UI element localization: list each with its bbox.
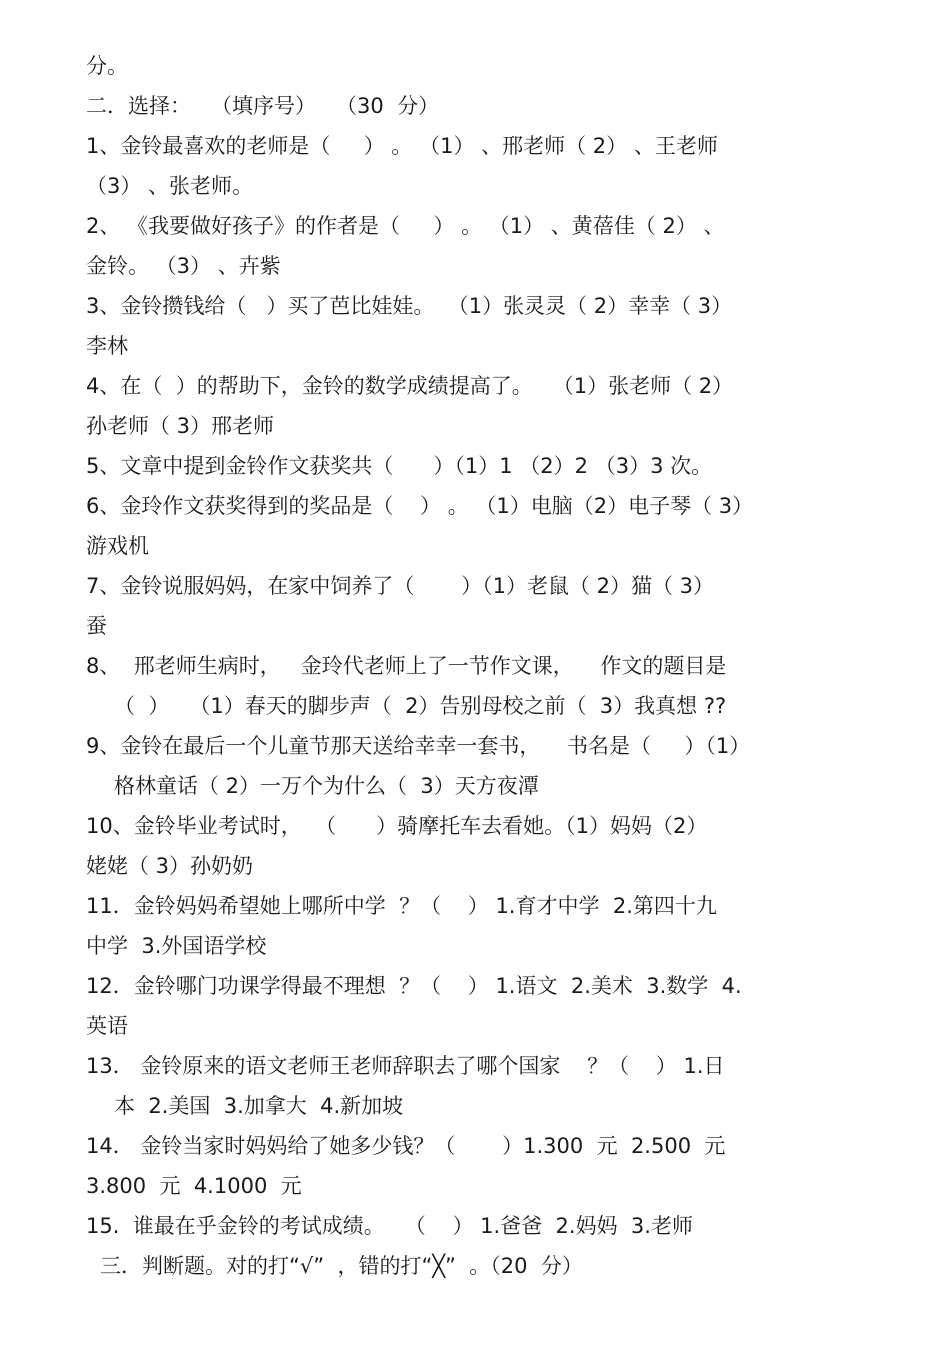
section-heading: 三．判断题。对的打“√” ，错的打“╳” 。（20 分） bbox=[100, 1254, 583, 1278]
question-line: 7、金铃说服妈妈，在家中饲养了（ ）（1）老鼠（ 2）猫（ 3） bbox=[86, 574, 715, 598]
question-line: 15. 谁最在乎金铃的考试成绩。 （ ） 1.爸爸 2.妈妈 3.老师 bbox=[86, 1214, 693, 1238]
question-line: 3.800 元 4.1000 元 bbox=[86, 1174, 302, 1198]
question-line: 10、金铃毕业考试时， （ ）骑摩托车去看她。（1）妈妈（2） bbox=[86, 814, 708, 838]
question-line: 中学 3.外国语学校 bbox=[86, 934, 267, 958]
question-line: 2、 《我要做好孩子》的作者是（ ） 。 （1） 、黄蓓佳（ 2） 、 bbox=[86, 214, 725, 238]
question-line: 3、金铃攒钱给（ ）买了芭比娃娃。 （1）张灵灵（ 2）幸幸（ 3） bbox=[86, 294, 733, 318]
question-line: 6、金玲作文获奖得到的奖品是（ ） 。 （1）电脑（2）电子琴（ 3） bbox=[86, 494, 754, 518]
question-line: （3） 、张老师。 bbox=[86, 174, 254, 198]
question-line: （ ） （1）春天的脚步声（ 2）告别母校之前（ 3）我真想 ?? bbox=[114, 694, 727, 718]
question-line: 游戏机 bbox=[86, 534, 149, 558]
question-line: 姥姥（ 3）孙奶奶 bbox=[86, 854, 254, 878]
question-line: 1、金铃最喜欢的老师是（ ） 。 （1） 、邢老师（ 2） 、王老师 bbox=[86, 134, 718, 158]
question-line: 英语 bbox=[86, 1014, 128, 1038]
question-line: 14． 金铃当家时妈妈给了她多少钱？（ ）1.300 元 2.500 元 bbox=[86, 1134, 726, 1158]
question-line: 本 2.美国 3.加拿大 4.新加坡 bbox=[114, 1094, 404, 1118]
section-heading: 二．选择： （填序号） （30 分） bbox=[86, 94, 440, 118]
question-line: 孙老师（ 3）邢老师 bbox=[86, 414, 275, 438]
question-line: 蚕 bbox=[86, 614, 107, 638]
text-line: 分。 bbox=[86, 54, 128, 78]
question-line: 13． 金铃原来的语文老师王老师辞职去了哪个国家 ？（ ） 1.日 bbox=[86, 1054, 725, 1078]
question-line: 5、文章中提到金铃作文获奖共（ ）（1）1 （2）2 （3）3 次。 bbox=[86, 454, 713, 478]
question-line: 11．金铃妈妈希望她上哪所中学 ？（ ） 1.育才中学 2.第四十九 bbox=[86, 894, 717, 918]
question-line: 4、在（ ）的帮助下，金铃的数学成绩提高了。 （1）张老师（ 2） bbox=[86, 374, 734, 398]
question-line: 12．金铃哪门功课学得最不理想 ？（ ） 1.语文 2.美术 3.数学 4. bbox=[86, 974, 742, 998]
question-line: 金铃。 （3） 、卉紫 bbox=[86, 254, 281, 278]
question-line: 8、 邢老师生病时， 金玲代老师上了一节作文课， 作文的题目是 bbox=[86, 654, 727, 678]
question-line: 9、金铃在最后一个儿童节那天送给幸幸一套书， 书名是（ ）（1） bbox=[86, 734, 751, 758]
question-line: 李林 bbox=[86, 334, 128, 358]
question-line: 格林童话（ 2）一万个为什么（ 3）天方夜潭 bbox=[114, 774, 539, 798]
